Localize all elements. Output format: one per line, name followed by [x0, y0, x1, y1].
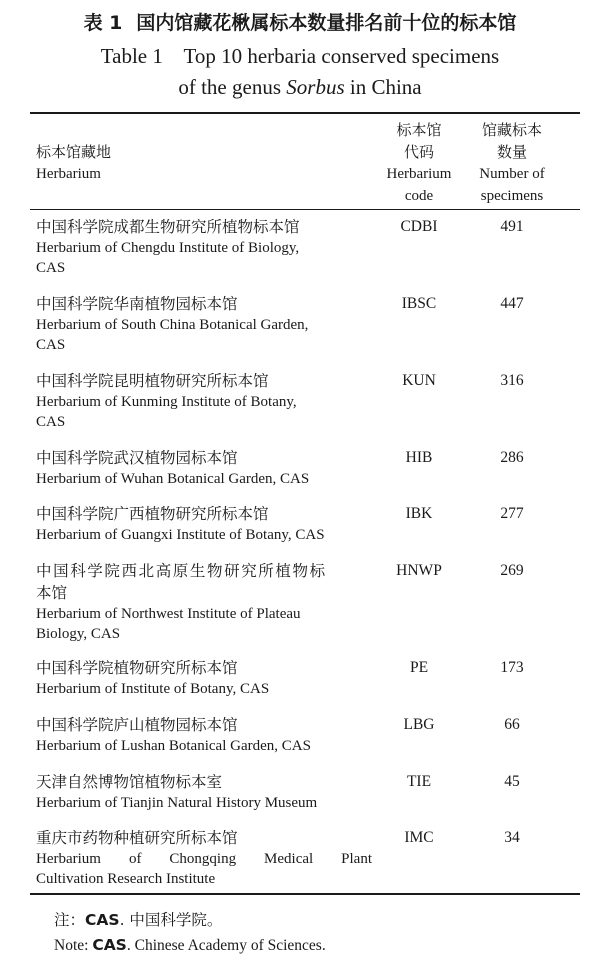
herbarium-name-en: Herbarium of South China Botanical Garden, [36, 317, 309, 333]
herbarium-name-cn: 重庆市药物种植研究所标本馆 [36, 829, 238, 847]
herbarium-name-en: Herbarium of Chengdu Institute of Biology, [36, 240, 300, 256]
herbarium-code: IMC [404, 829, 434, 846]
header-count-cn-2: 数量 [496, 143, 527, 161]
row-names [36, 560, 372, 644]
herbarium-code: IBK [405, 505, 433, 522]
specimen-count: 286 [500, 449, 524, 466]
herbarium-name-en: Herbarium of Wuhan Botanical Garden, CAS [36, 471, 310, 487]
note-cn-prefix: 注： [54, 911, 86, 929]
note-cn-text: . 中国科学院。 [119, 911, 223, 929]
header-herbarium-en: Herbarium [36, 166, 101, 182]
specimen-count: 66 [504, 716, 520, 733]
row-names [36, 293, 372, 355]
herbarium-name-cn: 中国科学院昆明植物研究所标本馆 [36, 372, 269, 390]
row-names [36, 714, 372, 756]
table-note-cn [54, 908, 222, 930]
specimen-count: 34 [504, 829, 520, 846]
herbarium-name-en-cont: CAS [36, 414, 66, 430]
row-names [36, 657, 372, 699]
header-code-cn-1: 标本馆 [396, 121, 442, 139]
row-names [36, 771, 372, 813]
herbarium-name-cn: 中国科学院华南植物园标本馆 [36, 295, 238, 313]
note-en-prefix: Note: [54, 937, 93, 954]
header-code-en-1: Herbarium [386, 166, 452, 182]
herbarium-name-en-cont: Biology, CAS [36, 626, 121, 642]
table-header-rule [30, 209, 580, 210]
header-code [378, 119, 460, 207]
herbarium-name-en: Herbarium of Guangxi Institute of Botany, CAS [36, 527, 325, 543]
table-title-en-line2 [0, 75, 600, 100]
title-en-genus: Sorbus [286, 75, 345, 99]
specimen-count: 316 [500, 372, 524, 389]
herbarium-name-cn-cont: 本馆 [36, 584, 68, 602]
herbarium-name-cn: 中国科学院植物研究所标本馆 [36, 659, 238, 677]
specimen-count: 45 [504, 773, 520, 790]
herbarium-name-en-cont: CAS [36, 337, 66, 353]
herbarium-name-en-cont: CAS [36, 260, 66, 276]
herbarium-code: PE [409, 659, 429, 676]
specimen-count: 277 [500, 505, 524, 522]
herbarium-code: HIB [405, 449, 433, 466]
herbarium-code: IBSC [401, 295, 437, 312]
table-note-en [54, 936, 326, 955]
specimen-count: 173 [500, 659, 524, 676]
title-en-prefix: of the genus [178, 75, 287, 99]
note-en-key: CAS [92, 936, 127, 954]
herbarium-name-en: Herbarium of Kunming Institute of Botany, [36, 394, 297, 410]
header-code-cn-2: 代码 [403, 143, 434, 161]
table-top-rule [30, 112, 580, 114]
note-cn-key: CAS [85, 911, 120, 929]
herbarium-name-cn: 中国科学院成都生物研究所植物标本馆 [36, 218, 300, 236]
herbarium-name-cn: 中国科学院西北高原生物研究所植物标 [36, 562, 327, 580]
header-count [466, 119, 558, 207]
table-title-cn [0, 8, 600, 35]
header-code-en-2: code [404, 188, 434, 204]
table-bottom-rule [30, 893, 580, 895]
herbarium-code: CDBI [400, 218, 438, 235]
herbarium-name-cn: 中国科学院广西植物研究所标本馆 [36, 505, 269, 523]
herbarium-name-en: Herbarium of Chongqing Medical Plant [36, 851, 372, 867]
title-en-suffix: in China [344, 75, 422, 99]
header-count-cn-1: 馆藏标本 [481, 121, 542, 139]
herbarium-code: KUN [402, 372, 436, 389]
herbarium-name-en: Herbarium of Lushan Botanical Garden, CAS [36, 738, 311, 754]
table-label-cn: 表 1 [83, 12, 123, 34]
herbarium-code: TIE [406, 773, 432, 790]
specimen-count: 447 [500, 295, 524, 312]
header-count-en-2: specimens [480, 188, 544, 204]
herbarium-name-cn: 天津自然博物馆植物标本室 [36, 773, 223, 791]
herbarium-name-en: Herbarium of Institute of Botany, CAS [36, 681, 270, 697]
specimen-count: 491 [500, 218, 524, 235]
table-title-cn-text: 国内馆藏花楸属标本数量排名前十位的标本馆 [136, 12, 517, 34]
row-names [36, 447, 372, 489]
row-names [36, 370, 372, 432]
row-names [36, 827, 372, 889]
header-herbarium-cn: 标本馆藏地 [36, 143, 112, 161]
header-count-en-1: Number of [479, 166, 545, 182]
header-herbarium [36, 141, 111, 185]
table-title-en-line1: Table 1 Top 10 herbaria conserved specimens [100, 44, 500, 68]
herbarium-name-en-cont: Cultivation Research Institute [36, 871, 216, 887]
row-names [36, 216, 372, 278]
herbarium-name-cn: 中国科学院庐山植物园标本馆 [36, 716, 238, 734]
herbarium-name-en: Herbarium of Tianjin Natural History Museum [36, 795, 318, 811]
specimen-count: 269 [500, 562, 524, 579]
herbarium-code: LBG [403, 716, 435, 733]
note-en-text: . Chinese Academy of Sciences. [126, 937, 326, 954]
row-names [36, 503, 372, 545]
herbarium-code: HNWP [396, 562, 442, 579]
herbarium-name-en: Herbarium of Northwest Institute of Plateau [36, 606, 301, 622]
herbarium-name-cn: 中国科学院武汉植物园标本馆 [36, 449, 238, 467]
